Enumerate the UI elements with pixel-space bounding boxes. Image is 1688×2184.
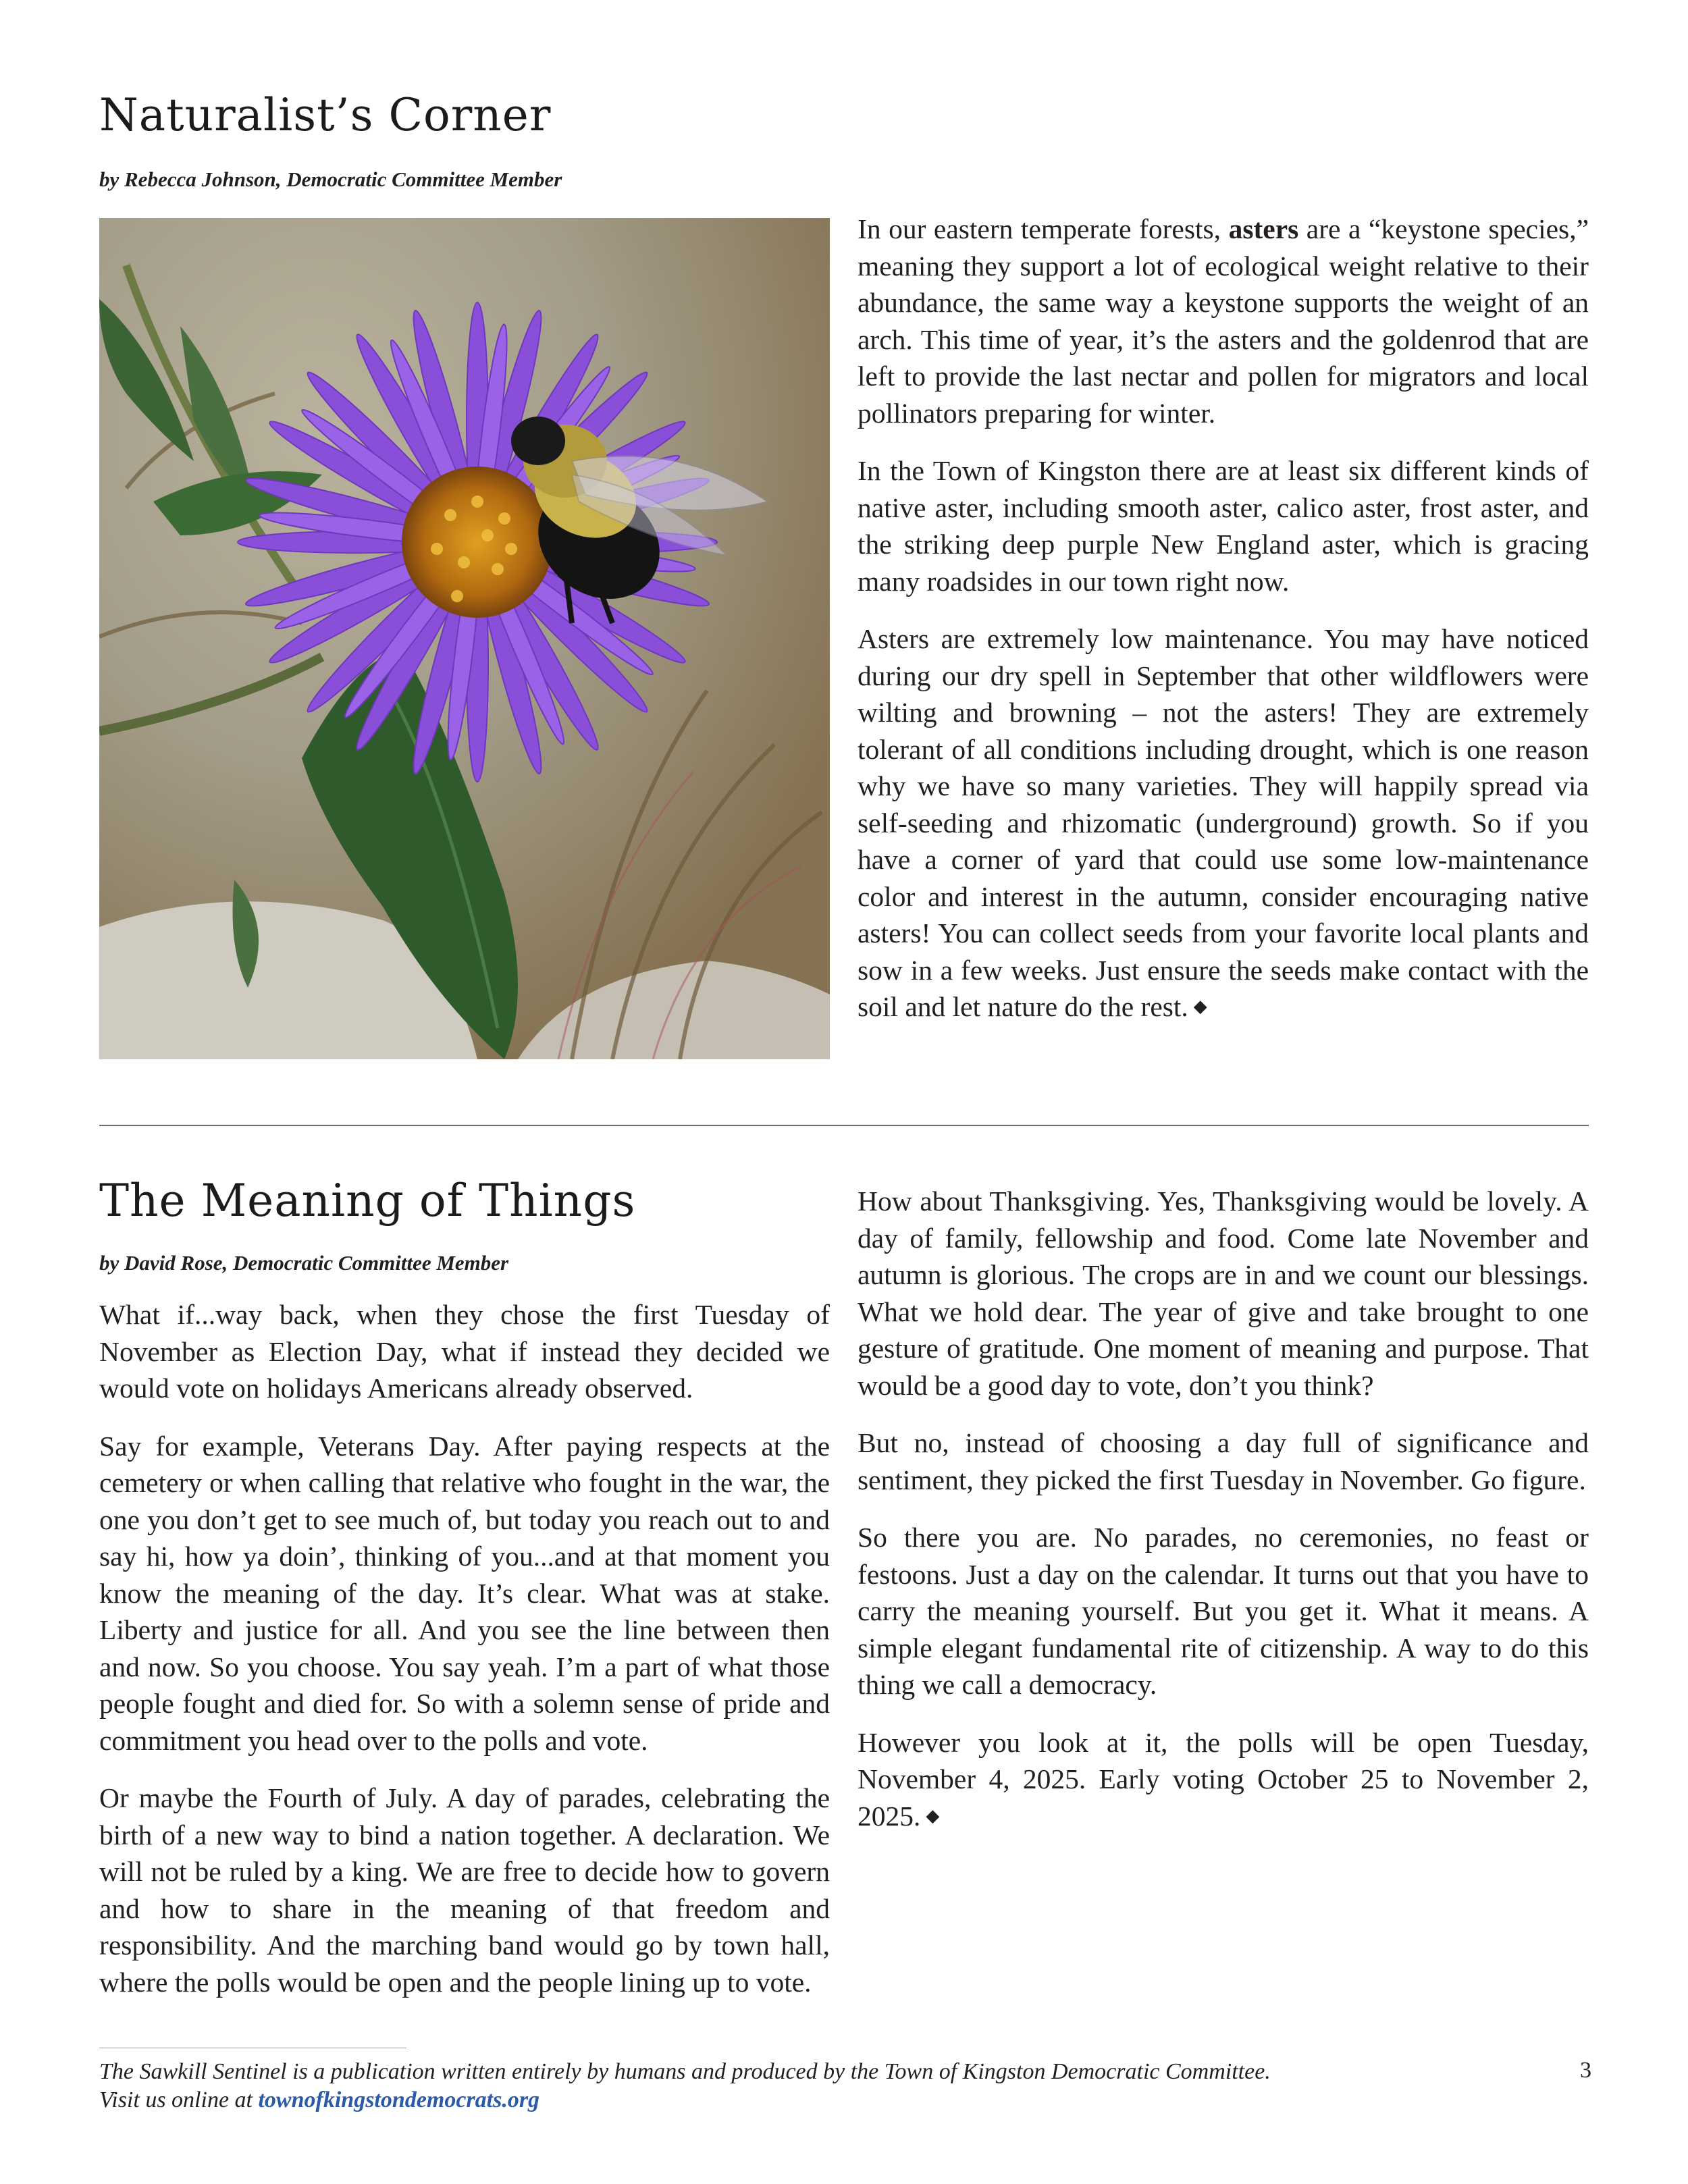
article-byline: by Rebecca Johnson, Democratic Committee Member xyxy=(99,167,562,191)
article2-body-right xyxy=(858,1183,1589,1834)
article2-paragraph-7: However you look at it, the polls will be open Tuesday, November 4, 2025. Early voting October 25 to November 2, 2025. ◆ xyxy=(858,1726,1589,1832)
end-mark-icon: ◆ xyxy=(926,1805,940,1826)
article-title-naturalists-corner: Naturalist’s Corner xyxy=(99,89,552,141)
end-mark-icon: ◆ xyxy=(1193,996,1207,1017)
article2-paragraph-1: What if...way back, when they chose the first Tuesday of November as Election Day, what if instead they decided we would vote on holidays Americans already observed. xyxy=(99,1299,830,1404)
article2-paragraph-6: So there you are. No parades, no ceremonies, no feast or festoons. Just a day on the calendar. It turns out that you have to carry the meaning yourself. But you get it. What it means. A simple elegant fundamental rite of citizenship. A way to do this thing we call a democracy. xyxy=(858,1522,1589,1700)
article2-body-left xyxy=(99,1296,830,2005)
footer-publication-note: The Sawkill Sentinel is a publication written entirely by humans and produced by the Town of Kingston Democratic Committee. xyxy=(99,2059,1271,2084)
aster-with-bumblebee-icon xyxy=(99,218,830,1059)
article2-paragraph-4: How about Thanksgiving. Yes, Thanksgiving would be lovely. A day of family, fellowship and food. Come late November and autumn is glorious. The crops are in and we count our blessings. What we hold dear. The year of give and take brought to one gesture of gratitude. One moment of meaning and purpose. That would be a good day to vote, don’t you think? xyxy=(858,1186,1589,1401)
footer-visit-line: Visit us online at townofkingstondemocrats.org xyxy=(99,2087,540,2112)
article1-body xyxy=(858,211,1589,1026)
article2-paragraph-5: But no, instead of choosing a day full of significance and sentiment, they picked the first Tuesday in November. Go figure. xyxy=(858,1427,1589,1495)
article1-paragraph-3: Asters are extremely low maintenance. You may have noticed during our dry spell in September that other wildflowers were wilting and browning – not the asters! They are extremely tolerant of all conditions including drought, which is one reason why we have so many varieties. They will happily spread via self-seeding and rhizomatic (underground) growth. So if you have a corner of yard that could use some low-maintenance color and interest in the autumn, consider encouraging native asters! You can collect seeds from your favorite local plants and sow in a few weeks. Just ensure the seeds make contact with the soil and let nature do the rest. ◆ xyxy=(858,623,1589,1022)
page-number: 3 xyxy=(1580,2058,1591,2083)
aster-photo xyxy=(99,218,830,1059)
article2-paragraph-2: Say for example, Veterans Day. After paying respects at the cemetery or when calling that relative who fought in the war, the one you don’t get to see much of, but today you reach out to and say hi, how ya doin’, thinking of you...and at that moment you know the meaning of the day. It’s clear. What was at stake. Liberty and justice for all. And you see the line between then and now. So you choose. You say yeah. I’m a part of what those people fought and died for. So with a solemn sense of pride and commitment you head over to the polls and vote. xyxy=(99,1430,830,1756)
article-title-meaning-of-things: The Meaning of Things xyxy=(99,1175,636,1227)
section-divider xyxy=(99,1125,1589,1126)
website-link[interactable]: townofkingstondemocrats.org xyxy=(258,2087,540,2112)
article2-paragraph-3: Or maybe the Fourth of July. A day of parades, celebrating the birth of a new way to bind a nation together. A declaration. We will not be ruled by a king. We are free to decide how to govern and how to share in the meaning of that freedom and responsibility. And the marching band would go by town hall, where the polls would be open and the people lining up to vote. xyxy=(99,1782,830,1998)
footer xyxy=(99,2058,1591,2114)
article1-paragraph-1: In our eastern temperate forests, asters are a “keystone species,” meaning they support a lot of ecological weight relative to their abundance, the same way a keystone supports the weight of an arch. This time of year, it’s the asters and the goldenrod that are left to provide the last nectar and pollen for migrators and local pollinators preparing for winter. xyxy=(858,213,1589,429)
keyword-asters: asters xyxy=(1228,213,1299,244)
article-byline: by David Rose, Democratic Committee Member xyxy=(99,1251,509,1275)
article1-paragraph-2: In the Town of Kingston there are at least six different kinds of native aster, including smooth aster, calico aster, frost aster, and the striking deep purple New England aster, which is gracing many roadsides in our town right now. xyxy=(858,455,1589,597)
